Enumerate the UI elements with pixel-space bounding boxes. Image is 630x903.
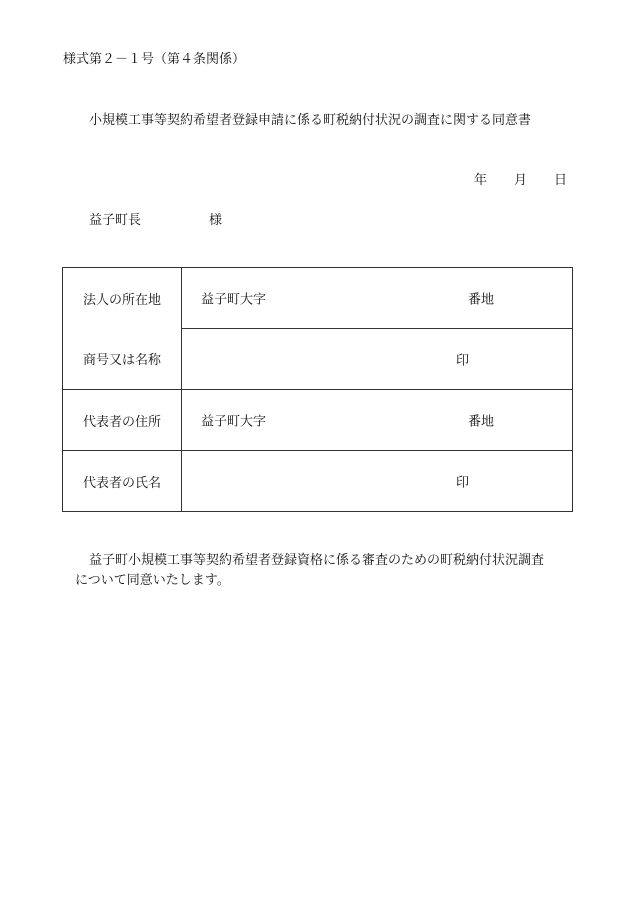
document-title: 小規模工事等契約希望者登録申請に係る町税納付状況の調査に関する同意書 — [89, 113, 532, 128]
table-row — [63, 390, 573, 451]
corporate-address-value: 益子町大字 — [201, 292, 267, 308]
date-day: 日 — [554, 173, 568, 188]
addressee-honorific: 様 — [209, 213, 223, 228]
trade-name-field[interactable] — [182, 329, 573, 390]
consent-statement — [75, 551, 555, 591]
table-row — [63, 451, 573, 512]
date-line — [474, 169, 567, 188]
consent-line-2: について同意いたします。 — [75, 573, 230, 588]
form-number: 様式第２－１号（第４条関係） — [63, 52, 246, 67]
applicant-info-table — [62, 267, 573, 512]
consent-line-1: 益子町小規模工事等契約希望者登録資格に係る審査のための町税納付状況調査 — [89, 553, 545, 568]
representative-name-seal: 印 — [456, 475, 470, 491]
date-month: 月 — [514, 173, 528, 188]
label-trade-name: 商号又は名称 — [63, 329, 182, 390]
addressee — [89, 209, 222, 228]
table-row — [63, 329, 573, 390]
label-corporate-address: 法人の所在地 — [63, 268, 182, 329]
representative-address-field[interactable] — [182, 390, 573, 451]
representative-name-field[interactable] — [182, 451, 573, 512]
representative-address-value: 益子町大字 — [201, 414, 267, 430]
corporate-address-suffix: 番地 — [468, 292, 495, 308]
label-representative-name: 代表者の氏名 — [63, 451, 182, 512]
trade-name-seal: 印 — [456, 353, 470, 369]
date-year: 年 — [474, 173, 488, 188]
addressee-name: 益子町長 — [89, 213, 142, 228]
corporate-address-field[interactable] — [182, 268, 573, 329]
table-row — [63, 268, 573, 329]
label-representative-address: 代表者の住所 — [63, 390, 182, 451]
representative-address-suffix: 番地 — [468, 414, 495, 430]
